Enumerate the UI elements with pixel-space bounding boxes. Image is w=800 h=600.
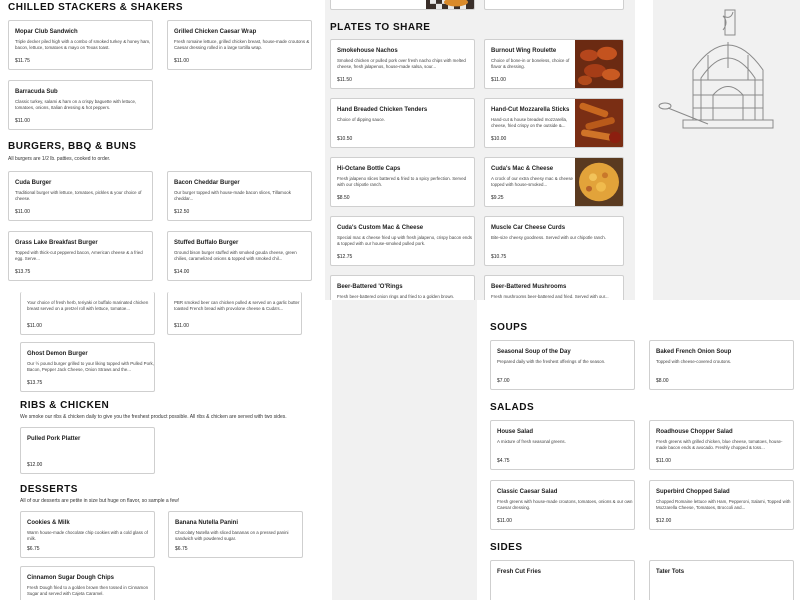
item-name: Mopar Club Sandwich	[15, 29, 78, 35]
item-price: $11.00	[15, 209, 30, 215]
item-name: Burnout Wing Roulette	[491, 48, 557, 54]
item-price: $4.75	[497, 458, 510, 464]
menu-item-card[interactable]	[330, 98, 475, 148]
item-price: $6.75	[27, 546, 40, 552]
item-desc: Fresh jalapeno slices battered & fried to a spicy perfection. Served with our chipotle ranch.	[337, 176, 467, 188]
item-name: Hi-Octane Bottle Caps	[337, 166, 401, 172]
item-price: $8.50	[337, 195, 350, 201]
item-desc: Fresh mushrooms beer-battered and fried. Served with our...	[491, 294, 609, 299]
item-name: Smokehouse Nachos	[337, 48, 398, 54]
menu-item-card[interactable]	[484, 157, 624, 207]
menu-item-card[interactable]	[484, 98, 624, 148]
item-price: $12.75	[337, 254, 353, 260]
menu-item-card[interactable]	[167, 171, 312, 221]
item-name: Seasonal Soup of the Day	[497, 349, 571, 355]
menu-item-card[interactable]	[330, 275, 475, 300]
item-desc: Chopped Romaine lettuce with Ham, Pepperoni, Salami, Topped with Mozzarella Cheese, Tomatoes, Broccoli and...	[656, 499, 791, 511]
item-price: $7.00	[497, 378, 510, 384]
item-desc: Warm house-made chocolate chip cookies with a cold glass of milk.	[27, 530, 148, 542]
item-name: Cinnamon Sugar Dough Chips	[27, 575, 114, 581]
item-price: $8.00	[656, 378, 669, 384]
item-name: Cuda's Custom Mac & Cheese	[337, 225, 424, 231]
menu-item-card[interactable]	[8, 171, 153, 221]
menu-item-card[interactable]	[20, 342, 155, 392]
item-desc: Topped with thick-cut peppered bacon, American cheese & a fried egg. Serve...	[15, 250, 143, 262]
section-title-desserts: DESSERTS	[20, 484, 78, 495]
item-desc: Fresh greens with grilled chicken, blue cheese, tomatoes, house-made bacon ends & avocado. Freshly chopped & toss...	[656, 439, 783, 451]
menu-item-card[interactable]	[649, 340, 794, 390]
item-desc: Fresh Dough fried to a golden brown then tossed in Cinnamon Sugar and served with Cajeta Caramel.	[27, 585, 149, 597]
menu-item-card[interactable]	[490, 340, 635, 390]
item-name: House Salad	[497, 429, 534, 435]
item-name: Cookies & Milk	[27, 520, 70, 526]
item-desc: PBR smoked beer can chicken pulled & served on a garlic butter toasted French bread with provolone cheese & Cuda's...	[174, 300, 300, 312]
item-desc: Ground bison burger stuffed with smoked gouda cheese, green chilies, caramelized onions & topped with smoked chil...	[174, 250, 297, 262]
item-price: $13.75	[15, 269, 31, 275]
item-desc: Our ½ pound burger grilled to your liking topped with Pulled Pork, Bacon, Pepper Jack Cheese, Onion Straws and the...	[27, 361, 154, 373]
section-subtitle: All of our desserts are petite in size but huge on flavor, so sample a few!	[20, 498, 180, 504]
item-name: Beer-Battered 'O'Rings	[337, 284, 403, 290]
item-name: Banana Nutella Panini	[175, 520, 239, 526]
section-title-salads: SALADS	[490, 402, 535, 413]
item-price: $11.00	[491, 77, 506, 83]
menu-item-card[interactable]	[8, 20, 153, 70]
menu-item-card[interactable]	[490, 560, 635, 600]
item-name: Cuda Burger	[15, 180, 52, 186]
item-desc: Our burger topped with house-made bacon slices, Tillamook cheddar...	[174, 190, 291, 202]
item-desc: Traditional burger with lettuce, tomatoes, pickles & your choice of cheese.	[15, 190, 142, 202]
item-desc: Bite-size cheesy goodness. Served with our chipotle ranch.	[491, 235, 606, 240]
menu-item-card[interactable]	[8, 80, 153, 130]
menu-item-card[interactable]	[20, 292, 155, 335]
item-desc: Triple decker piled high with a combo of smoked turkey & honey ham, bacon, lettuce, tomatoes & mayo on Texas toast.	[15, 39, 151, 51]
gutter-strip	[332, 300, 477, 600]
item-name: Beer-Battered Mushrooms	[491, 284, 567, 290]
item-price: $11.50	[337, 77, 352, 83]
item-name: Bacon Cheddar Burger	[174, 180, 240, 186]
wings-photo	[575, 40, 623, 88]
item-price: $11.75	[15, 58, 30, 64]
menu-item-card[interactable]	[330, 0, 475, 10]
menu-item-card[interactable]	[490, 420, 635, 470]
menu-item-card[interactable]	[330, 157, 475, 207]
section-subtitle: All burgers are 1/2 lb. patties, cooked to order.	[8, 156, 111, 162]
item-name: Grass Lake Breakfast Burger	[15, 240, 98, 246]
menu-item-card[interactable]	[490, 480, 635, 530]
item-price: $14.00	[174, 269, 190, 275]
menu-item-card[interactable]	[330, 216, 475, 266]
menu-item-card[interactable]	[20, 566, 155, 600]
lower-menu-panel	[480, 300, 800, 600]
item-price: $11.00	[15, 118, 30, 124]
item-desc: Hand-cut & house breaded mozzarella, cheese, fried crispy on the outside &...	[491, 117, 568, 129]
menu-item-card[interactable]	[649, 420, 794, 470]
item-desc: Smoked chicken or pulled pork over fresh nacho chips with melted cheese, fresh jalapenos, house-made salsa, sour...	[337, 58, 466, 70]
item-price: $9.25	[491, 195, 504, 201]
item-price: $6.75	[175, 546, 188, 552]
pizza-oven-illustration	[653, 0, 800, 300]
item-name: Roadhouse Chopper Salad	[656, 429, 733, 435]
section-title-sides: SIDES	[490, 542, 523, 553]
item-desc: Fresh greens with house-made croutons, tomatoes, onions & our own Caesar dressing.	[497, 499, 633, 511]
menu-item-card[interactable]	[484, 0, 624, 10]
left-menu-panel	[0, 0, 325, 600]
mozzarella-sticks-photo	[575, 99, 623, 147]
item-name: Pulled Pork Platter	[27, 436, 81, 442]
menu-item-card[interactable]	[167, 292, 302, 335]
item-price: $11.00	[497, 518, 512, 524]
item-price: $13.75	[27, 380, 43, 386]
item-desc: Fresh beer-battered onion rings and fried to a golden brown.	[337, 294, 455, 299]
item-desc: Prepared daily with the freshest offerings of the season.	[497, 359, 606, 364]
item-price: $12.50	[174, 209, 190, 215]
item-price: $12.00	[27, 462, 43, 468]
item-name: Barracuda Sub	[15, 89, 58, 95]
mac-and-cheese-photo	[575, 158, 623, 206]
item-name: Hand-Cut Mozzarella Sticks	[491, 107, 570, 113]
item-desc: A crock of our extra cheesy mac & cheese topped with house-smoked...	[491, 176, 573, 188]
item-name: Ghost Demon Burger	[27, 351, 88, 357]
menu-item-card[interactable]	[484, 39, 624, 89]
item-desc: Classic turkey, salami & ham on a crispy baguette with lettuce, tomatoes, onions, Italian dressing & hot peppers.	[15, 99, 137, 111]
menu-item-card[interactable]	[484, 275, 624, 300]
menu-item-card[interactable]	[330, 39, 475, 89]
item-price: $10.75	[491, 254, 507, 260]
item-name: Superbird Chopped Salad	[656, 489, 730, 495]
menu-item-card[interactable]	[20, 511, 155, 558]
item-desc: Chocolaty Nutella with sliced bananas on a pressed panini sandwich with powdered sugar.	[175, 530, 289, 542]
item-name: Hand Breaded Chicken Tenders	[337, 107, 428, 113]
item-price: $11.00	[174, 58, 189, 64]
section-title-ribs: RIBS & CHICKEN	[20, 400, 110, 411]
section-title-plates: PLATES TO SHARE	[330, 22, 431, 33]
menu-item-card[interactable]	[484, 216, 624, 266]
item-desc: Choice of bone-in or boneless, choice of flavor & dressing.	[491, 58, 570, 70]
menu-item-card[interactable]	[167, 231, 312, 281]
section-title-burgers: BURGERS, BBQ & BUNS	[8, 141, 137, 152]
item-name: Baked French Onion Soup	[656, 349, 732, 355]
menu-item-card[interactable]	[8, 231, 153, 281]
item-name: Muscle Car Cheese Curds	[491, 225, 566, 231]
item-name: Grilled Chicken Caesar Wrap	[174, 29, 257, 35]
item-price: $11.00	[27, 323, 42, 329]
section-title-chilled: CHILLED STACKERS & SHAKERS	[8, 2, 184, 13]
plates-panel	[325, 0, 635, 300]
item-name: Fresh Cut Fries	[497, 569, 542, 575]
item-name: Cuda's Mac & Cheese	[491, 166, 554, 172]
item-price: $12.00	[656, 518, 672, 524]
menu-item-card[interactable]	[649, 480, 794, 530]
item-desc: Topped with cheese-covered croutons.	[656, 359, 732, 364]
menu-item-card[interactable]	[168, 511, 303, 558]
item-desc: Choice of dipping sauce.	[337, 117, 386, 122]
menu-item-card[interactable]	[20, 427, 155, 474]
item-price: $10.50	[337, 136, 353, 142]
item-desc: Your choice of fresh herb, teriyaki or buffalo marinated chicken breast served on a pretzel roll with lettuce, tomatoe...	[27, 300, 149, 312]
item-price: $11.00	[174, 323, 189, 329]
item-name: Stuffed Buffalo Burger	[174, 240, 239, 246]
item-desc: A mixture of fresh seasonal greens.	[497, 439, 566, 444]
illustration-panel	[653, 0, 800, 300]
item-desc: Special mac & cheese fried up with fresh jalapeno, crispy bacon ends & topped with our house-smoked pulled pork.	[337, 235, 472, 247]
section-title-soups: SOUPS	[490, 322, 528, 333]
menu-item-card[interactable]	[649, 560, 794, 600]
item-price: $10.00	[491, 136, 507, 142]
food-photo	[426, 0, 474, 9]
item-price: $11.00	[656, 458, 671, 464]
item-name: Tater Tots	[656, 569, 685, 575]
section-subtitle: We smoke our ribs & chicken daily to give you the freshest product possible. All ribs & chicken are served with two sides.	[20, 414, 287, 420]
menu-item-card[interactable]	[167, 20, 312, 70]
item-name: Classic Caesar Salad	[497, 489, 558, 495]
item-desc: Fresh romaine lettuce, grilled chicken breast, house-made croutons & Caesar dressing rolled in a large tortilla wrap.	[174, 39, 310, 51]
